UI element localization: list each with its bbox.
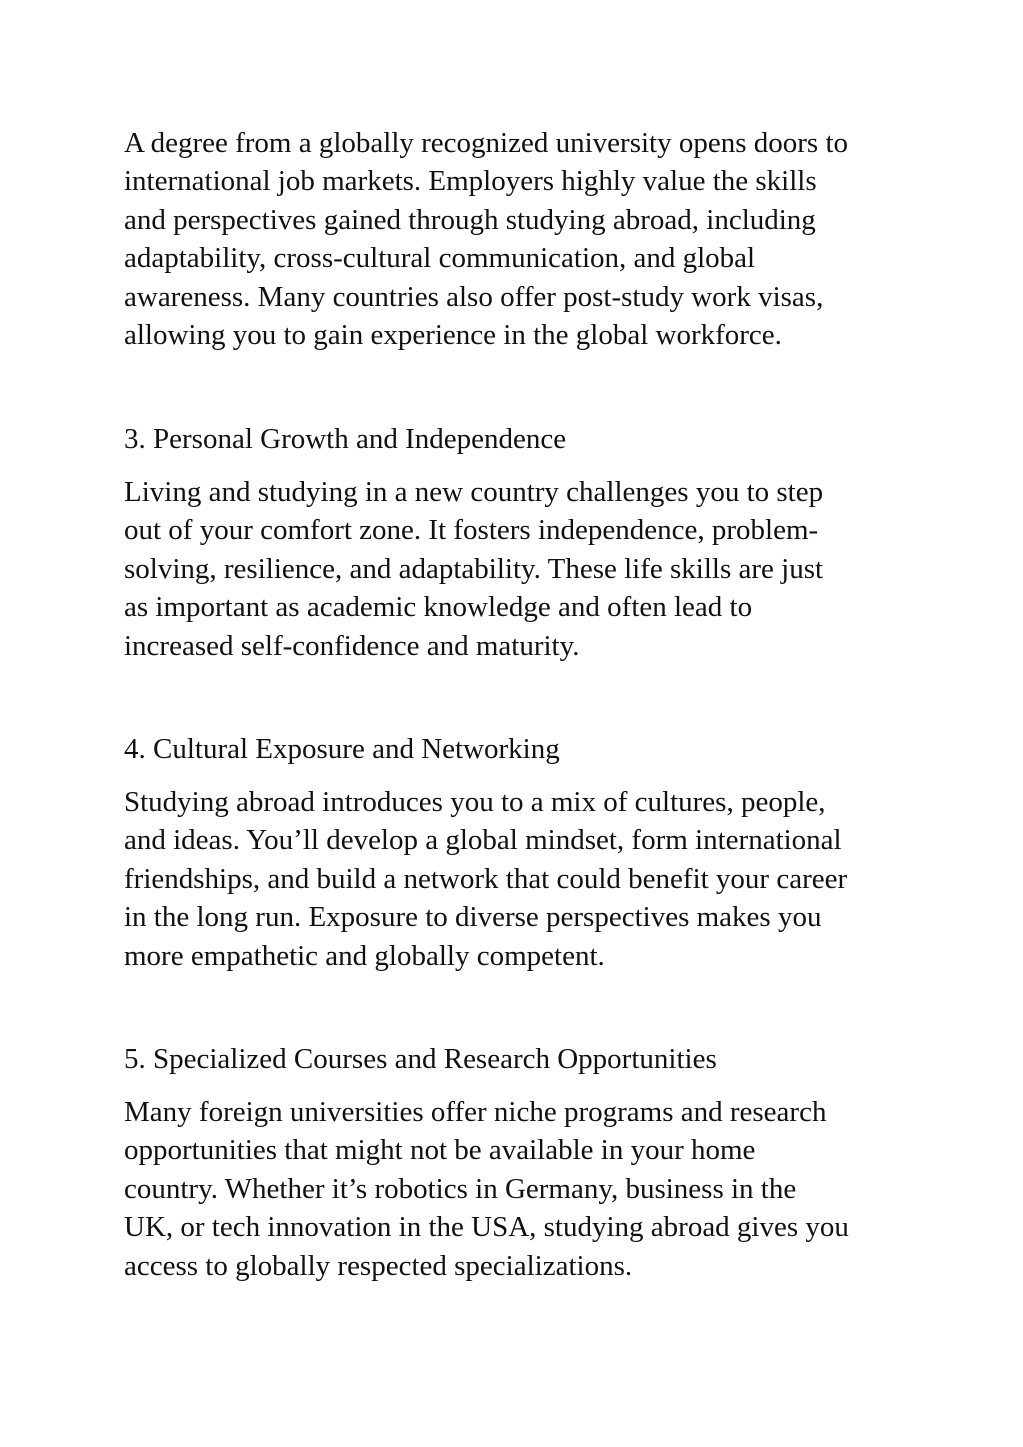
section-paragraph-personal-growth: [124, 473, 914, 665]
paragraph-line: Living and studying in a new country challenges you to step: [124, 476, 824, 508]
section-paragraph-specialized-courses: [124, 1093, 914, 1285]
paragraph-line: opportunities that might not be available in your home: [124, 1134, 756, 1167]
section-paragraph-cultural-exposure: [124, 783, 914, 975]
paragraph-line: Many foreign universities offer niche programs and research: [124, 1096, 827, 1128]
paragraph-line: UK, or tech innovation in the USA, studying abroad gives you: [124, 1211, 849, 1244]
paragraph-line: A degree from a globally recognized university opens doors to: [124, 127, 848, 159]
paragraph-line: Studying abroad introduces you to a mix of cultures, people,: [124, 786, 826, 818]
paragraph-line: in the long run. Exposure to diverse perspectives makes you: [124, 901, 822, 934]
paragraph-line: access to globally respected specializations.: [124, 1249, 633, 1282]
paragraph-line: more empathetic and globally competent.: [124, 939, 605, 972]
paragraph-line: allowing you to gain experience in the global workforce.: [124, 319, 782, 352]
section-heading-personal-growth: 3. Personal Growth and Independence: [124, 423, 567, 455]
paragraph-line: and ideas. You’ll develop a global mindset, form international: [124, 824, 842, 857]
paragraph-line: as important as academic knowledge and often lead to: [124, 591, 753, 624]
paragraph-line: friendships, and build a network that could benefit your career: [124, 862, 848, 895]
paragraph-line: awareness. Many countries also offer post-study work visas,: [124, 280, 824, 313]
paragraph-line: and perspectives gained through studying abroad, including: [124, 203, 816, 236]
paragraph-line: increased self-confidence and maturity.: [124, 629, 580, 662]
intro-paragraph: [124, 124, 914, 354]
paragraph-line: solving, resilience, and adaptability. These life skills are just: [124, 552, 824, 585]
paragraph-line: international job markets. Employers highly value the skills: [124, 165, 817, 198]
paragraph-line: adaptability, cross-cultural communication, and global: [124, 242, 756, 275]
paragraph-line: out of your comfort zone. It fosters independence, problem-: [124, 514, 819, 547]
section-heading-specialized-courses: 5. Specialized Courses and Research Opportunities: [124, 1043, 717, 1075]
section-heading-cultural-exposure: 4. Cultural Exposure and Networking: [124, 733, 560, 765]
paragraph-line: country. Whether it’s robotics in Germany, business in the: [124, 1172, 797, 1205]
